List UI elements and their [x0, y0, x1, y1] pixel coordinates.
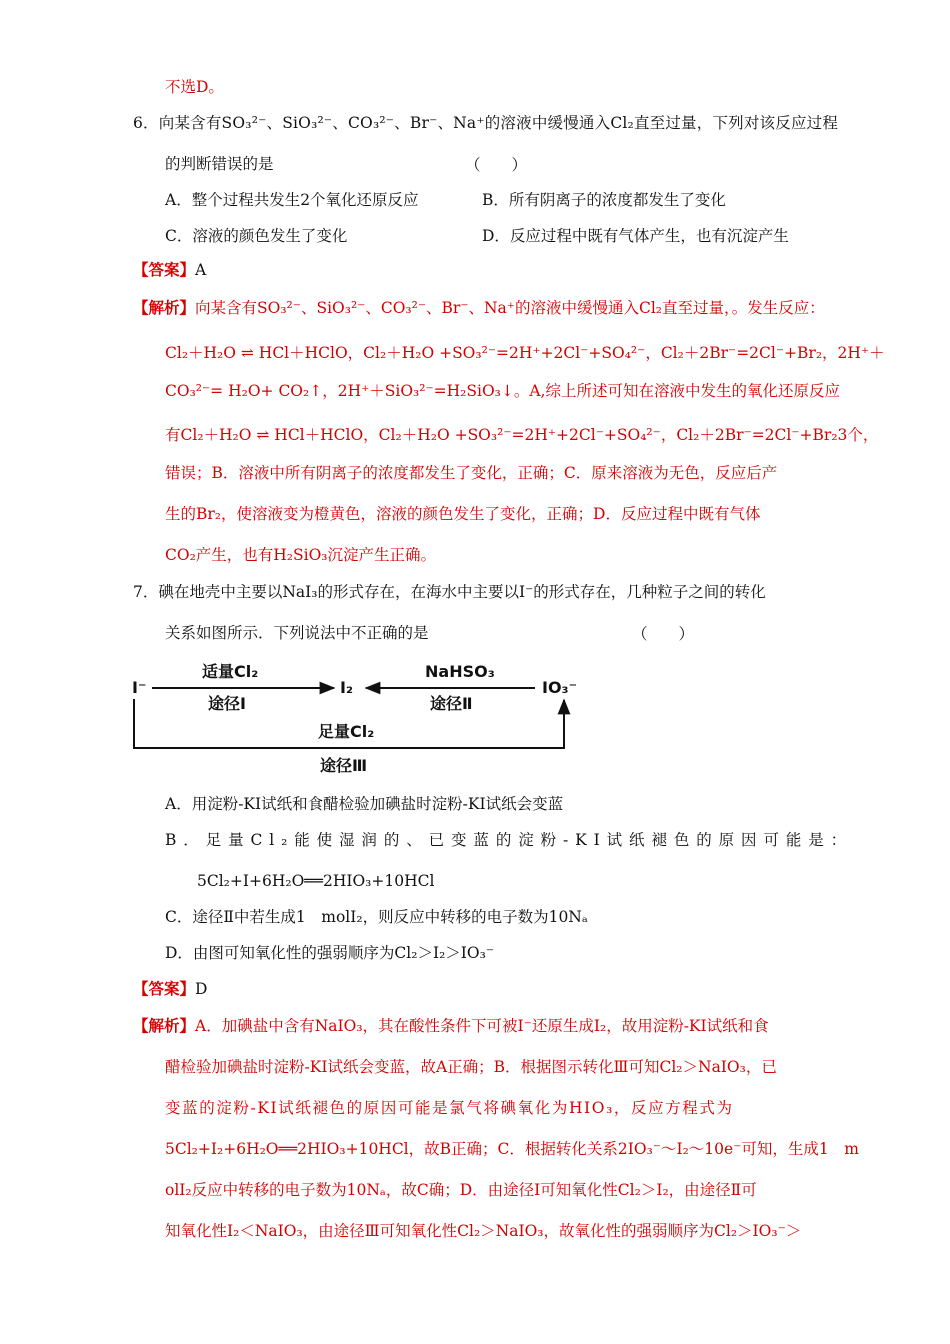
- iodine-conversion-diagram: [130, 655, 590, 780]
- species-iodine: I₂: [340, 678, 353, 697]
- q7-explanation-line4: 5Cl₂+I₂+6H₂O══2HIO₃+10HCl，故B正确；C．根据转化关系2IO₃⁻～I₂～10e⁻可知，生成1 m: [165, 1140, 859, 1158]
- q6-option-b: B．所有阴离子的浓度都发生了变化: [482, 191, 726, 209]
- explanation-tag: 【解析】: [133, 1016, 196, 1035]
- q7-option-d: D．由图可知氧化性的强弱顺序为Cl₂＞I₂＞IO₃⁻: [165, 944, 495, 962]
- q7-answer-blank: （ ）: [632, 625, 695, 643]
- prev-answer-tail: 不选D。: [165, 78, 224, 96]
- path1-label: 途径Ⅰ: [208, 694, 246, 713]
- path2-label: 途径Ⅱ: [430, 694, 473, 713]
- q6-answer-blank: （ ）: [465, 156, 528, 174]
- q7-stem-line2: 关系如图所示．下列说法中不正确的是: [165, 624, 429, 642]
- q6-explanation-line3: CO₃²⁻= H₂O+ CO₂↑，2H⁺＋SiO₃²⁻=H₂SiO₃↓。A,综上所述可知在溶液中发生的氧化还原反应: [165, 382, 840, 400]
- answer-tag: 【答案】: [133, 260, 196, 279]
- path1-reagent: 适量Cl₂: [202, 662, 259, 681]
- q7-explanation-line1: [133, 1015, 769, 1037]
- q6-explanation-line7: CO₂产生，也有H₂SiO₃沉淀产生正确。: [165, 546, 437, 564]
- q7-option-b-line1: B．足量Cl₂能使湿润的、已变蓝的淀粉-KI试纸褪色的原因可能是：: [165, 831, 854, 849]
- q6-option-c: C．溶液的颜色发生了变化: [165, 227, 348, 245]
- q6-explanation-line5: 错误；B．溶液中所有阴离子的浓度都发生了变化，正确；C．原来溶液为无色，反应后产: [165, 464, 778, 482]
- q6-option-d: D．反应过程中既有气体产生，也有沉淀产生: [482, 227, 789, 245]
- path3-label: 途径Ⅲ: [320, 756, 368, 775]
- q7-explanation-line2: 醋检验加碘盐时淀粉-KI试纸会变蓝，故A正确；B．根据图示转化Ⅲ可知Cl₂＞NaIO₃，已: [165, 1058, 777, 1076]
- q6-explanation-line1: [133, 297, 825, 319]
- q6-answer: [133, 259, 206, 281]
- path3-reagent: 足量Cl₂: [318, 722, 375, 741]
- species-iodide: I⁻: [132, 678, 147, 697]
- path2-reagent: NaHSO₃: [425, 662, 495, 681]
- explanation-text: 向某含有SO₃²⁻、SiO₃²⁻、CO₃²⁻、Br⁻、Na⁺的溶液中缓慢通入Cl₂直至过量，。发生反应：: [195, 299, 825, 317]
- answer-value: A: [195, 261, 207, 279]
- q6-stem-line1: 6．向某含有SO₃²⁻、SiO₃²⁻、CO₃²⁻、Br⁻、Na⁺的溶液中缓慢通入Cl₂直至过量，下列对该反应过程: [133, 114, 839, 132]
- q6-explanation-line6: 生的Br₂，使溶液变为橙黄色，溶液的颜色发生了变化，正确；D．反应过程中既有气体: [165, 505, 761, 523]
- q7-explanation-line5: olI₂反应中转移的电子数为10Nₐ，故C确；D．由途径Ⅰ可知氧化性Cl₂＞I₂，由途径Ⅱ可: [165, 1181, 757, 1199]
- q6-option-a: A．整个过程共发生2个氧化还原反应: [165, 191, 419, 209]
- q7-option-b-line2: 5Cl₂+I+6H₂O══2HIO₃+10HCl: [197, 872, 435, 890]
- q7-answer: [133, 978, 207, 1000]
- q6-stem-line2: 的判断错误的是: [165, 155, 274, 173]
- q7-explanation-line6: 知氧化性I₂＜NaIO₃，由途径Ⅲ可知氧化性Cl₂＞NaIO₃，故氧化性的强弱顺序为Cl₂＞IO₃⁻＞: [165, 1222, 802, 1240]
- q7-explanation-line3: 变蓝的淀粉-KI试纸褪色的原因可能是氯气将碘氧化为HIO₃，反应方程式为: [165, 1099, 734, 1117]
- explanation-text: A．加碘盐中含有NaIO₃，其在酸性条件下可被I⁻还原生成I₂，故用淀粉-KI试纸和食: [195, 1017, 769, 1035]
- q7-stem-line1: 7．碘在地壳中主要以NaI₃的形式存在，在海水中主要以I⁻的形式存在，几种粒子之间的转化: [133, 583, 766, 601]
- q6-explanation-line2: Cl₂＋H₂O ⇌ HCl＋HClO，Cl₂＋H₂O +SO₃²⁻=2H⁺+2Cl⁻+SO₄²⁻，Cl₂＋2Br⁻=2Cl⁻+Br₂，2H⁺＋: [165, 344, 885, 362]
- species-iodate: IO₃⁻: [542, 678, 578, 697]
- answer-tag: 【答案】: [133, 979, 196, 998]
- answer-value: D: [195, 980, 208, 998]
- explanation-tag: 【解析】: [133, 298, 196, 317]
- q7-option-a: A．用淀粉-KI试纸和食醋检验加碘盐时淀粉-KI试纸会变蓝: [165, 795, 564, 813]
- q7-option-c: C．途径Ⅱ中若生成1 molI₂，则反应中转移的电子数为10Nₐ: [165, 908, 588, 926]
- q6-explanation-line4: 有Cl₂＋H₂O ⇌ HCl＋HClO，Cl₂＋H₂O +SO₃²⁻=2H⁺+2Cl⁻+SO₄²⁻，Cl₂＋2Br⁻=2Cl⁻+Br₂3个，: [165, 426, 879, 444]
